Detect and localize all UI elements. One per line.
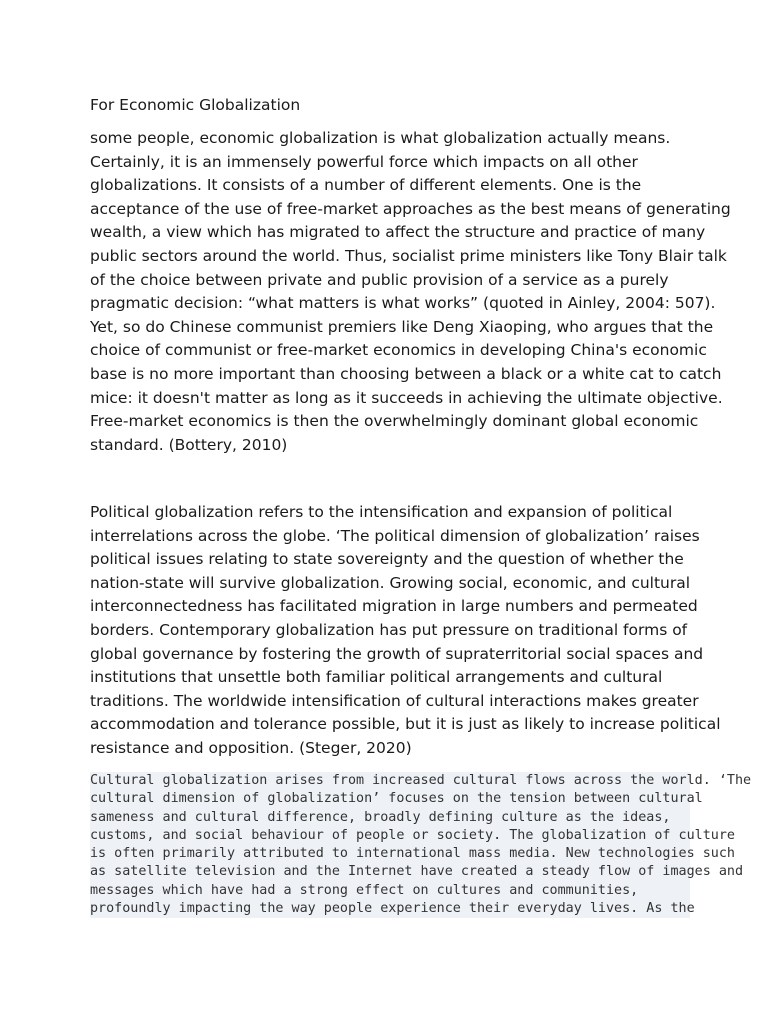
text-line: choice of communist or free-market economics in developing China's economic (90, 341, 707, 360)
text-line: political issues relating to state sovereignty and the question of whether the (90, 550, 684, 569)
highlighted-text-line: as satellite television and the Internet have created a steady flow of images and (90, 863, 690, 881)
highlighted-text-line: Cultural globalization arises from increased cultural flows across the world. ‘The (90, 772, 690, 790)
text-line: of the choice between private and public provision of a service as a purely (90, 270, 669, 289)
text-line: resistance and opposition. (Steger, 2020) (90, 738, 412, 757)
text-line: interrelations across the globe. ‘The political dimension of globalization’ raises (90, 526, 700, 545)
text-line: base is no more important than choosing between a black or a white cat to catch (90, 364, 722, 383)
highlighted-text-line: messages which have had a strong effect on cultures and communities, (90, 882, 690, 900)
text-line: some people, economic globalization is what globalization actually means. (90, 129, 671, 147)
text-line: global governance by fostering the growth of supraterritorial social spaces and (90, 644, 704, 663)
document-heading: For Economic Globalization (90, 96, 301, 114)
paragraph-economic-globalization (90, 127, 731, 457)
text-line: standard. (Bottery, 2010) (90, 435, 288, 454)
text-line: mice: it doesn't matter as long as it succeeds in achieving the ultimate objective. (90, 388, 723, 407)
highlighted-text-line: is often primarily attributed to international mass media. New technologies such (90, 845, 690, 863)
highlighted-text-line: cultural dimension of globalization’ focuses on the tension between cultural (90, 790, 690, 808)
text-line: public sectors around the world. Thus, socialist prime ministers like Tony Blair talk (90, 246, 727, 265)
text-line: nation-state will survive globalization. Growing social, economic, and cultural (90, 573, 691, 592)
highlighted-text-line: profoundly impacting the way people experience their everyday lives. As the (90, 900, 690, 918)
text-line: globalizations. It consists of a number of different elements. One is the (90, 176, 642, 195)
text-line: Certainly, it is an immensely powerful force which impacts on all other (90, 152, 638, 171)
text-line: acceptance of the use of free-market approaches as the best means of generating (90, 199, 731, 218)
text-line: pragmatic decision: “what matters is what works” (quoted in Ainley, 2004: 507). (90, 294, 716, 313)
paragraph-cultural-globalization (90, 772, 752, 918)
text-line: institutions that unsettle both familiar political arrangements and cultural (90, 668, 663, 687)
highlighted-text-line: customs, and social behaviour of people or society. The globalization of culture (90, 827, 690, 845)
text-line: traditions. The worldwide intensification of cultural interactions makes greater (90, 691, 699, 710)
text-line: Free-market economics is then the overwhelmingly dominant global economic (90, 412, 699, 431)
text-line: Yet, so do Chinese communist premiers like Deng Xiaoping, who argues that the (90, 317, 714, 336)
text-line: Political globalization refers to the intensification and expansion of political (90, 503, 673, 521)
text-line: interconnectedness has facilitated migration in large numbers and permeated (90, 597, 698, 616)
text-line: borders. Contemporary globalization has put pressure on traditional forms of (90, 620, 688, 639)
text-line: accommodation and tolerance possible, but it is just as likely to increase political (90, 715, 721, 734)
paragraph-political-globalization (90, 501, 721, 761)
text-line: wealth, a view which has migrated to affect the structure and practice of many (90, 223, 706, 242)
highlighted-text-line: sameness and cultural difference, broadly defining culture as the ideas, (90, 809, 690, 827)
